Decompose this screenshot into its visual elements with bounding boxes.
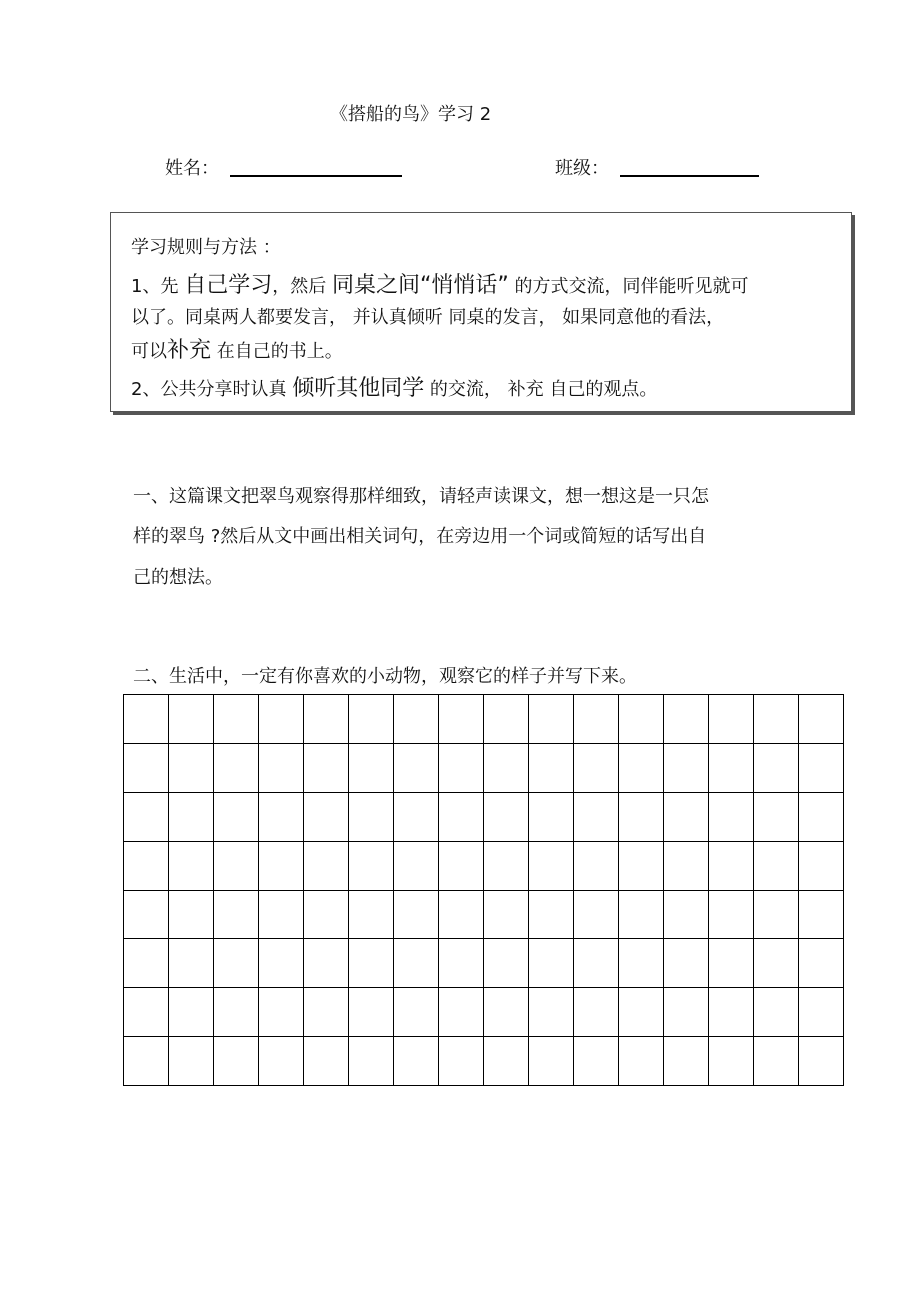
grid-cell[interactable]: [214, 695, 259, 744]
grid-cell[interactable]: [619, 744, 664, 793]
grid-cell[interactable]: [439, 744, 484, 793]
grid-cell[interactable]: [394, 1037, 439, 1086]
grid-cell[interactable]: [664, 793, 709, 842]
grid-cell[interactable]: [349, 842, 394, 891]
rule-1-line-1: [131, 268, 748, 299]
grid-cell[interactable]: [529, 744, 574, 793]
question-1-line-2: 样的翠鸟 ?然后从文中画出相关词句，在旁边用一个词或简短的话写出自: [133, 526, 707, 547]
grid-cell[interactable]: [529, 939, 574, 988]
grid-cell[interactable]: [709, 939, 754, 988]
grid-cell[interactable]: [619, 1037, 664, 1086]
worksheet-title: 《搭船的鸟》学习 2: [330, 104, 492, 125]
grid-cell[interactable]: [574, 891, 619, 940]
grid-cell[interactable]: [574, 695, 619, 744]
grid-cell[interactable]: [349, 891, 394, 940]
grid-cell[interactable]: [529, 793, 574, 842]
question-2: 二、生活中，一定有你喜欢的小动物，观察它的样子并写下来。: [133, 666, 637, 687]
class-label: 班级：: [555, 158, 609, 179]
rule-2: [131, 371, 657, 402]
grid-cell[interactable]: [709, 695, 754, 744]
grid-cell[interactable]: [574, 744, 619, 793]
grid-cell[interactable]: [124, 891, 169, 940]
name-label: 姓名：: [165, 158, 219, 179]
grid-cell[interactable]: [214, 891, 259, 940]
grid-cell[interactable]: [484, 842, 529, 891]
grid-cell[interactable]: [214, 744, 259, 793]
question-1-line-3: 己的想法。: [133, 567, 223, 588]
grid-cell[interactable]: [484, 988, 529, 1037]
rule-2-c: 的交流， 补充 自己的观点。: [424, 379, 658, 400]
grid-cell[interactable]: [754, 939, 799, 988]
grid-cell[interactable]: [754, 695, 799, 744]
grid-cell[interactable]: [259, 695, 304, 744]
grid-cell[interactable]: [439, 988, 484, 1037]
rule-1-line-3: [131, 333, 343, 364]
grid-cell[interactable]: [619, 695, 664, 744]
grid-cell[interactable]: [304, 939, 349, 988]
grid-cell[interactable]: [169, 939, 214, 988]
rule-1-seg-f: 的方式交流，同伴能听见就可: [508, 276, 749, 297]
grid-cell[interactable]: [664, 939, 709, 988]
rule-1-line-3-c: 在自己的书上。: [211, 341, 343, 362]
grid-cell[interactable]: [799, 793, 844, 842]
grid-cell[interactable]: [169, 793, 214, 842]
grid-cell[interactable]: [619, 793, 664, 842]
question-1-line-1: 一、这篇课文把翠鸟观察得那样细致，请轻声读课文，想一想这是一只怎: [133, 486, 709, 507]
grid-cell[interactable]: [214, 988, 259, 1037]
grid-cell[interactable]: [394, 842, 439, 891]
grid-cell[interactable]: [709, 1037, 754, 1086]
grid-cell[interactable]: [259, 988, 304, 1037]
class-field[interactable]: [620, 175, 759, 177]
grid-cell[interactable]: [529, 695, 574, 744]
name-field[interactable]: [230, 175, 402, 177]
grid-cell[interactable]: [394, 793, 439, 842]
grid-cell[interactable]: [394, 744, 439, 793]
grid-cell[interactable]: [169, 891, 214, 940]
grid-cell[interactable]: [619, 988, 664, 1037]
grid-cell[interactable]: [124, 939, 169, 988]
grid-cell[interactable]: [664, 988, 709, 1037]
grid-cell[interactable]: [664, 744, 709, 793]
grid-cell[interactable]: [394, 695, 439, 744]
grid-cell[interactable]: [124, 842, 169, 891]
grid-cell[interactable]: [169, 842, 214, 891]
grid-cell[interactable]: [619, 842, 664, 891]
grid-cell[interactable]: [484, 891, 529, 940]
grid-cell[interactable]: [529, 891, 574, 940]
grid-cell[interactable]: [574, 842, 619, 891]
grid-cell[interactable]: [664, 842, 709, 891]
grid-cell[interactable]: [799, 891, 844, 940]
grid-cell[interactable]: [439, 891, 484, 940]
grid-cell[interactable]: [214, 793, 259, 842]
grid-cell[interactable]: [799, 695, 844, 744]
grid-cell[interactable]: [574, 939, 619, 988]
grid-cell[interactable]: [439, 695, 484, 744]
grid-cell[interactable]: [214, 1037, 259, 1086]
grid-cell[interactable]: [709, 988, 754, 1037]
rule-2-b: 倾听其他同学: [292, 376, 425, 401]
grid-cell[interactable]: [169, 1037, 214, 1086]
grid-cell[interactable]: [799, 744, 844, 793]
grid-cell[interactable]: [754, 793, 799, 842]
grid-cell[interactable]: [349, 988, 394, 1037]
grid-cell[interactable]: [394, 988, 439, 1037]
grid-cell[interactable]: [124, 988, 169, 1037]
grid-cell[interactable]: [304, 695, 349, 744]
grid-cell[interactable]: [664, 891, 709, 940]
grid-cell[interactable]: [484, 793, 529, 842]
rule-1-seg-d: 同桌之间: [331, 273, 420, 298]
grid-cell[interactable]: [304, 988, 349, 1037]
rules-heading: 学习规则与方法 ：: [131, 237, 281, 258]
grid-cell[interactable]: [349, 939, 394, 988]
grid-cell[interactable]: [439, 939, 484, 988]
grid-cell[interactable]: [349, 793, 394, 842]
rules-box: [110, 212, 852, 412]
writing-grid[interactable]: [123, 694, 844, 1086]
grid-cell[interactable]: [709, 793, 754, 842]
grid-cell[interactable]: [124, 744, 169, 793]
grid-cell[interactable]: [799, 939, 844, 988]
grid-cell[interactable]: [484, 744, 529, 793]
rule-1-line-2: 以了。同桌两人都要发言， 并认真倾听 同桌的发言， 如果同意他的看法，: [131, 307, 725, 328]
grid-cell[interactable]: [484, 695, 529, 744]
grid-cell[interactable]: [574, 793, 619, 842]
grid-cell[interactable]: [259, 842, 304, 891]
grid-cell[interactable]: [304, 744, 349, 793]
grid-cell[interactable]: [214, 939, 259, 988]
grid-cell[interactable]: [439, 842, 484, 891]
grid-cell[interactable]: [709, 842, 754, 891]
grid-cell[interactable]: [124, 793, 169, 842]
grid-cell[interactable]: [169, 695, 214, 744]
grid-cell[interactable]: [754, 744, 799, 793]
grid-cell[interactable]: [259, 939, 304, 988]
grid-cell[interactable]: [124, 1037, 169, 1086]
grid-cell[interactable]: [664, 1037, 709, 1086]
grid-cell[interactable]: [304, 842, 349, 891]
grid-cell[interactable]: [799, 1037, 844, 1086]
rule-1-seg-c: ，然后: [272, 276, 332, 297]
grid-cell[interactable]: [754, 1037, 799, 1086]
grid-cell[interactable]: [259, 891, 304, 940]
grid-cell[interactable]: [439, 1037, 484, 1086]
rule-1-line-3-a: 可以: [131, 341, 167, 362]
rule-2-a: 2、公共分享时认真: [131, 379, 293, 400]
grid-cell[interactable]: [619, 939, 664, 988]
grid-cell[interactable]: [259, 793, 304, 842]
grid-cell[interactable]: [574, 988, 619, 1037]
grid-cell[interactable]: [349, 1037, 394, 1086]
grid-cell[interactable]: [169, 744, 214, 793]
grid-cell[interactable]: [799, 842, 844, 891]
grid-cell[interactable]: [304, 793, 349, 842]
grid-cell[interactable]: [754, 842, 799, 891]
rule-1-line-3-b: 补充: [167, 338, 212, 363]
rule-1-seg-b: 自己学习: [184, 273, 273, 298]
grid-cell[interactable]: [304, 891, 349, 940]
grid-cell[interactable]: [619, 891, 664, 940]
rule-1-seg-e: “悄悄话”: [419, 273, 509, 298]
grid-cell[interactable]: [574, 1037, 619, 1086]
grid-cell[interactable]: [124, 695, 169, 744]
grid-cell[interactable]: [169, 988, 214, 1037]
grid-cell[interactable]: [484, 939, 529, 988]
grid-cell[interactable]: [754, 988, 799, 1037]
grid-cell[interactable]: [664, 695, 709, 744]
grid-cell[interactable]: [709, 891, 754, 940]
grid-cell[interactable]: [529, 988, 574, 1037]
grid-cell[interactable]: [439, 793, 484, 842]
grid-cell[interactable]: [529, 842, 574, 891]
grid-cell[interactable]: [349, 744, 394, 793]
grid-cell[interactable]: [259, 744, 304, 793]
grid-cell[interactable]: [799, 988, 844, 1037]
rule-1-seg-a: 1、先: [131, 276, 185, 297]
grid-cell[interactable]: [529, 1037, 574, 1086]
grid-cell[interactable]: [349, 695, 394, 744]
grid-cell[interactable]: [484, 1037, 529, 1086]
grid-cell[interactable]: [304, 1037, 349, 1086]
grid-cell[interactable]: [214, 842, 259, 891]
grid-cell[interactable]: [709, 744, 754, 793]
grid-cell[interactable]: [394, 939, 439, 988]
grid-cell[interactable]: [259, 1037, 304, 1086]
grid-cell[interactable]: [754, 891, 799, 940]
grid-cell[interactable]: [394, 891, 439, 940]
